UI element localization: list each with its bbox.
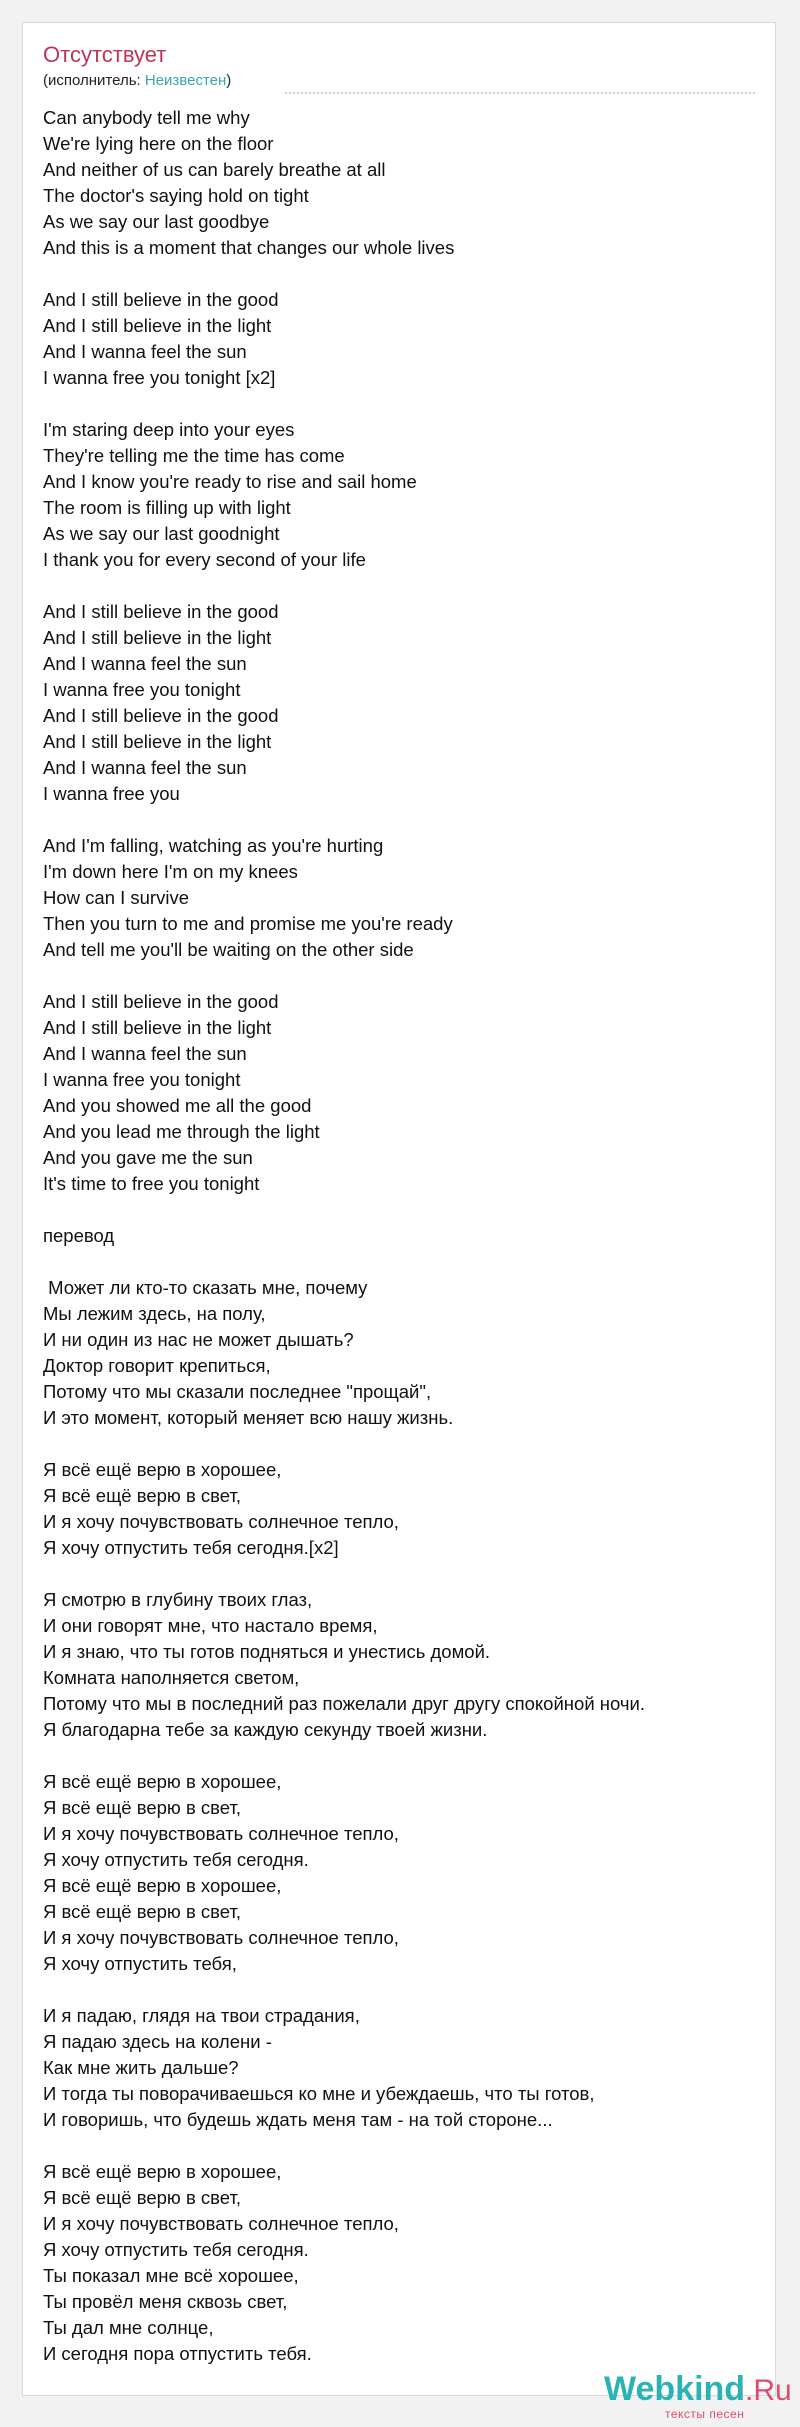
lyric-line: Потому что мы в последний раз пожелали друг другу спокойной ночи. [43,1693,645,1714]
lyric-line: As we say our last goodnight [43,523,280,544]
lyric-line: Ты показал мне всё хорошее, [43,2265,299,2286]
lyric-line: Я всё ещё верю в свет, [43,1485,242,1506]
lyric-line [43,1431,763,1457]
lyric-line: Я всё ещё верю в свет, [43,1797,242,1818]
lyrics-body [43,105,763,2367]
lyric-line: And I wanna feel the sun [43,341,247,362]
lyrics-card [22,22,792,2421]
lyric-line: I'm down here I'm on my knees [43,861,298,882]
lyric-line: Ты провёл меня сквозь свет, [43,2291,288,2312]
lyric-line [43,1249,763,1275]
lyric-line: Я всё ещё верю в хорошее, [43,1459,282,1480]
lyric-line: Как мне жить дальше? [43,2057,239,2078]
lyric-line: And I still believe in the light [43,627,272,648]
lyric-line: И я хочу почувствовать солнечное тепло, [43,2213,399,2234]
lyric-line: How can I survive [43,887,189,908]
lyric-line: I wanna free you tonight [x2] [43,367,276,388]
lyric-line: Комната наполняется светом, [43,1667,300,1688]
lyric-line: The room is filling up with light [43,497,291,518]
lyric-line [43,1977,763,2003]
lyric-line: Может ли кто-то сказать мне, почему [43,1277,368,1298]
lyric-line: And you gave me the sun [43,1147,253,1168]
lyric-line: И они говорят мне, что настало время, [43,1615,378,1636]
lyric-line [43,1743,763,1769]
lyric-line: And I still believe in the good [43,991,279,1012]
lyric-line: They're telling me the time has come [43,445,345,466]
lyric-line: Then you turn to me and promise me you're ready [43,913,453,934]
lyric-line [43,1197,763,1223]
lyric-line: И я хочу почувствовать солнечное тепло, [43,1823,399,1844]
lyric-line [43,2133,763,2159]
lyric-line: Я смотрю в глубину твоих глаз, [43,1589,313,1610]
lyric-line: И я хочу почувствовать солнечное тепло, [43,1511,399,1532]
artist-prefix: (исполнитель: [43,72,145,89]
lyric-line: I wanna free you tonight [43,679,241,700]
lyric-line: And you lead me through the light [43,1121,320,1142]
logo-suffix: .Ru [745,2374,792,2407]
lyric-line: Мы лежим здесь, на полу, [43,1303,266,1324]
lyric-line: And I still believe in the good [43,705,279,726]
lyric-line: перевод [43,1225,115,1246]
lyric-line: And I wanna feel the sun [43,653,247,674]
lyric-line: And I wanna feel the sun [43,1043,247,1064]
lyric-line: Я всё ещё верю в свет, [43,2187,242,2208]
lyric-line: I wanna free you tonight [43,1069,241,1090]
lyric-line: As we say our last goodbye [43,211,270,232]
lyric-line: Я хочу отпустить тебя сегодня. [43,2239,309,2260]
lyric-line: The doctor's saying hold on tight [43,185,309,206]
lyric-line: I thank you for every second of your life [43,549,366,570]
lyric-line: And I still believe in the light [43,315,272,336]
lyric-line: Потому что мы сказали последнее "прощай", [43,1381,432,1402]
lyric-line: Can anybody tell me why [43,107,250,128]
lyric-line: I'm staring deep into your eyes [43,419,295,440]
webkind-logo[interactable] [582,2369,792,2427]
lyric-line: И я падаю, глядя на твои страдания, [43,2005,360,2026]
lyric-line [43,963,763,989]
lyric-line: And neither of us can barely breathe at all [43,159,386,180]
lyric-line: И я знаю, что ты готов подняться и унестись домой. [43,1641,491,1662]
lyric-line: Я всё ещё верю в хорошее, [43,2161,282,2182]
artist-link[interactable]: Неизвестен [144,72,227,89]
lyric-line: И ни один из нас не может дышать? [43,1329,354,1350]
lyric-line: And I still believe in the light [43,1017,272,1038]
logo-tagline: тексты песен [665,2407,745,2421]
artist-suffix: ) [226,72,232,89]
lyric-line: Я всё ещё верю в свет, [43,1901,242,1922]
lyric-line: And I still believe in the light [43,731,272,752]
lyric-line: Я хочу отпустить тебя сегодня.[x2] [43,1537,339,1558]
lyric-line: Я хочу отпустить тебя, [43,1953,237,1974]
lyric-line: Я всё ещё верю в хорошее, [43,1771,282,1792]
lyric-line: And I still believe in the good [43,601,279,622]
lyric-line: И тогда ты поворачиваешься ко мне и убеждаешь, что ты готов, [43,2083,595,2104]
lyric-line: Я всё ещё верю в хорошее, [43,1875,282,1896]
lyric-line: And I still believe in the good [43,289,279,310]
lyric-line: Я падаю здесь на колени - [43,2031,272,2052]
lyric-line [43,391,763,417]
lyric-line: I wanna free you [43,783,180,804]
lyric-line: It's time to free you tonight [43,1173,260,1194]
lyric-line: И говоришь, что будешь ждать меня там - на той стороне... [43,2109,553,2130]
lyric-line: And you showed me all the good [43,1095,312,1116]
logo-name: Webkind [604,2370,746,2408]
lyric-line: И я хочу почувствовать солнечное тепло, [43,1927,399,1948]
song-title: Отсутствует [43,42,167,67]
lyric-line: And this is a moment that changes our whole lives [43,237,455,258]
lyric-line: And I know you're ready to rise and sail home [43,471,417,492]
lyric-line [43,573,763,599]
lyric-line [43,261,763,287]
lyric-line [43,807,763,833]
artist-line [43,72,231,90]
lyric-line [43,1561,763,1587]
lyric-line: Я благодарна тебе за каждую секунду твоей жизни. [43,1719,488,1740]
lyric-line: И это момент, который меняет всю нашу жизнь. [43,1407,454,1428]
lyric-line: And I wanna feel the sun [43,757,247,778]
lyric-line: И сегодня пора отпустить тебя. [43,2343,312,2364]
lyric-line: And I'm falling, watching as you're hurting [43,835,384,856]
lyric-line: And tell me you'll be waiting on the other side [43,939,414,960]
dotted-divider [285,92,755,94]
logo-wordmark [604,2369,792,2411]
lyric-line: Доктор говорит крепиться, [43,1355,271,1376]
lyric-line: Ты дал мне солнце, [43,2317,214,2338]
lyric-line: We're lying here on the floor [43,133,274,154]
lyric-line: Я хочу отпустить тебя сегодня. [43,1849,309,1870]
